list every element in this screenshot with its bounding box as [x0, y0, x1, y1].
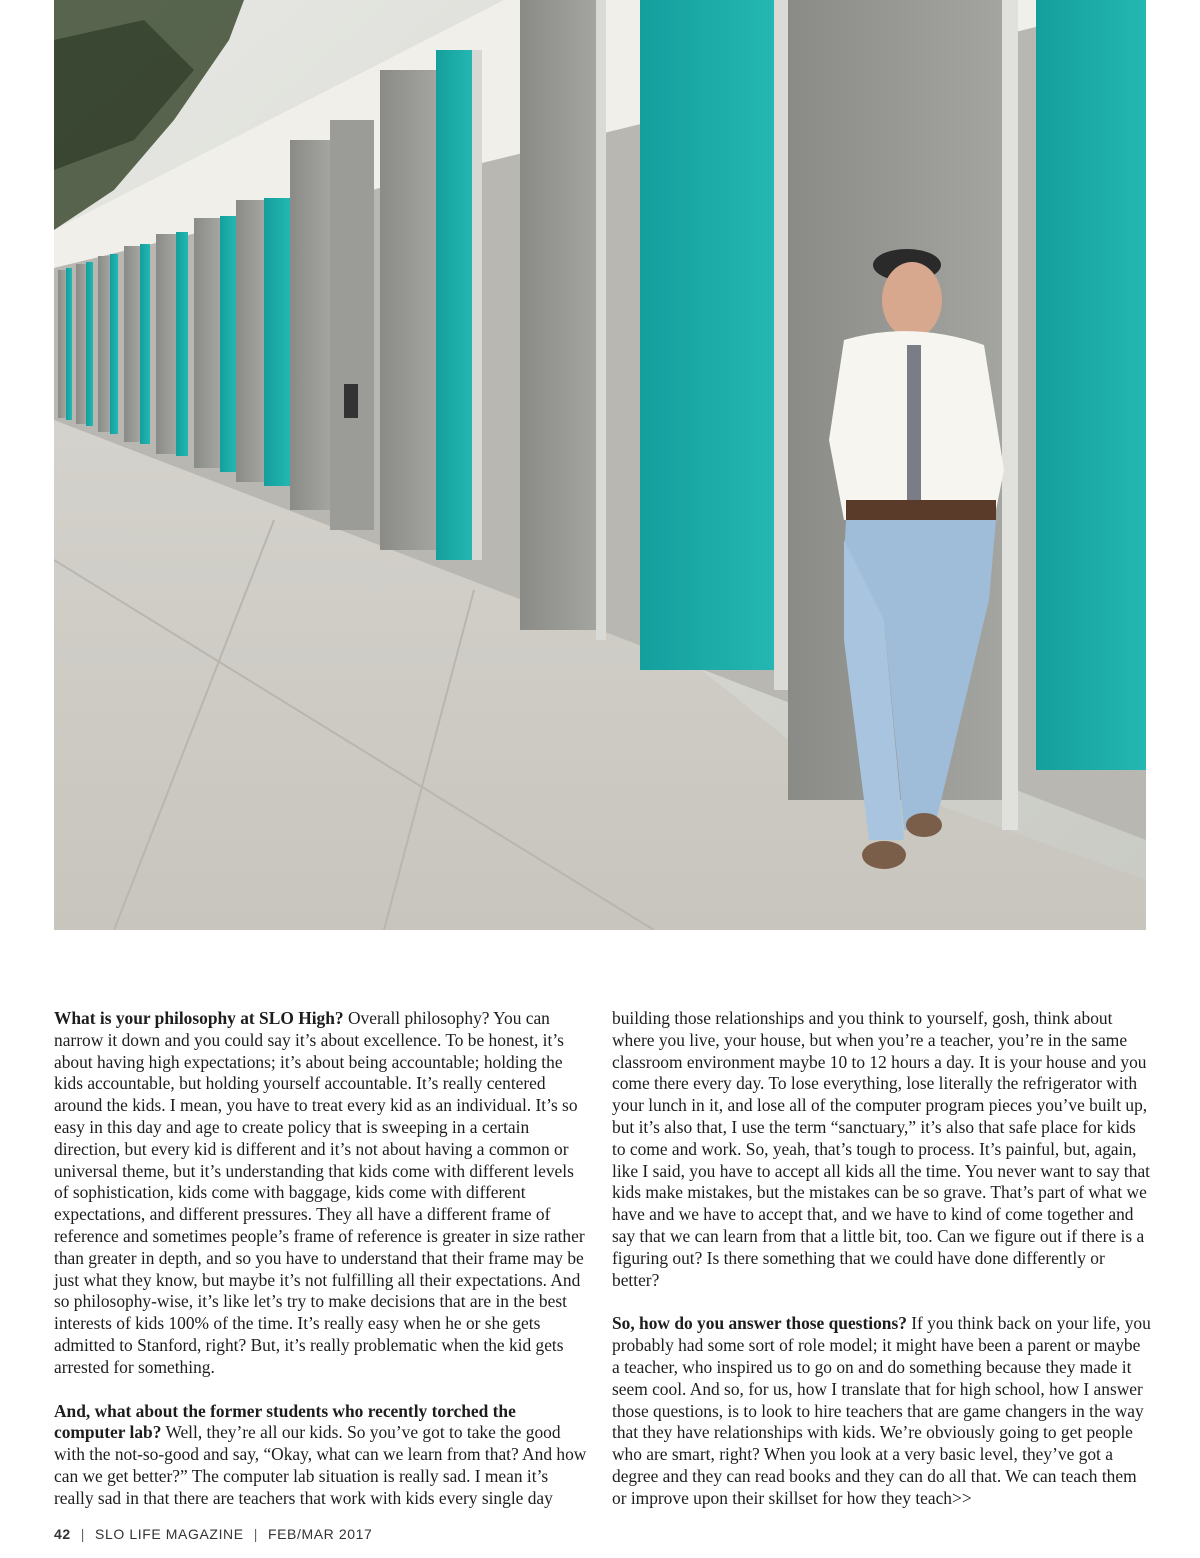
footer-separator: | [253, 1526, 258, 1542]
qa-block-computer-lab [54, 1401, 590, 1510]
article-column-left [54, 1008, 590, 1532]
issue-date: FEB/MAR 2017 [267, 1526, 373, 1542]
question-computer-lab: And, what about the former students who recently torched the computer lab? [54, 1400, 516, 1443]
answer-computer-lab: Well, they’re all our kids. So you’ve got to take the good with the not-so-good and say, “Okay, what can we learn from that? And how can we get better?” The computer lab situation is really sad. I mean it’s really sad in that there are teachers that work with kids every single day [54, 1422, 587, 1508]
footer-separator: | [80, 1526, 86, 1542]
qa-block-philosophy [54, 1008, 590, 1379]
question-philosophy: What is your philosophy at SLO High? [54, 1008, 344, 1028]
page-number: 42 [54, 1526, 71, 1542]
magazine-name: SLO LIFE MAGAZINE [95, 1526, 244, 1542]
continued-marker: >> [952, 1487, 972, 1508]
article-column-right [612, 1008, 1152, 1532]
answer-answer-questions: If you think back on your life, you probably had some sort of role model; it might have been a parent or maybe a teacher, who inspired us to go on and do something because they made it seem cool. And so, for us, how I translate that for high school, how I answer those questions, is to look to hire teachers that are game changers in the way that they have relationships with kids. We’re obviously going to get people who are smart, right? When you look at a very basic level, they’ve got a degree and they can read books and they can do all that. We can teach them or improve upon their skillset for how they teach [612, 1313, 1151, 1508]
page-footer [54, 1526, 372, 1542]
article-photo [54, 0, 1146, 930]
answer-philosophy: Overall philosophy? You can narrow it down and you could say it’s about excellence. To be honest, it’s about having high expectations; it’s about being accountable; holding the kids accountable, but holding yourself accountable. It’s really centered around the kids. I mean, you have to treat every kid as an individual. It’s so easy in this day and age to create policy that is sweeping in a certain direction, but every kid is different and it’s not about having a common or universal theme, but it’s understanding that kids come with different levels of sophistication, kids come with baggage, kids come with different expectations, and different pressures. They all have a different frame of reference and sometimes people’s frame of reference is greater in size rather than greater in depth, and so you have to understand that their frame may be just what they know, but maybe it’s not fulfilling all their expectations. And so philosophy-wise, it’s like let’s try to make decisions that are in the best interests of kids 100% of the time. It’s really easy when he or she gets admitted to Stanford, right? But, it’s really problematic when the kid gets arrested for something. [54, 1008, 585, 1377]
question-answer-questions: So, how do you answer those questions? [612, 1313, 907, 1334]
answer-computer-lab-continued: building those relationships and you think to yourself, gosh, think about where you live, your house, but when you’re a teacher, you’re in the same classroom environment maybe 10 to 12 hours a day. It is your house and you come there every day. To lose everything, lose literally the refrigerator with your lunch in it, and lose all of the computer program pieces you’ve built up, but it’s also that, I use the term “sanctuary,” it’s also that safe place for kids to come and work. So, yeah, that’s tough to process. It’s painful, but, again, like I said, you have to accept all kids all the time. You never want to say that kids make mistakes, but the mistakes can be so grave. That’s part of what we have and we have to accept that, and we have to kind of come together and say that we can learn from that a little bit, too. Can we figure out if there is a figuring out? Is there something that we could have done differently or better? [612, 1008, 1151, 1290]
qa-block-answer-questions [612, 1313, 1152, 1509]
